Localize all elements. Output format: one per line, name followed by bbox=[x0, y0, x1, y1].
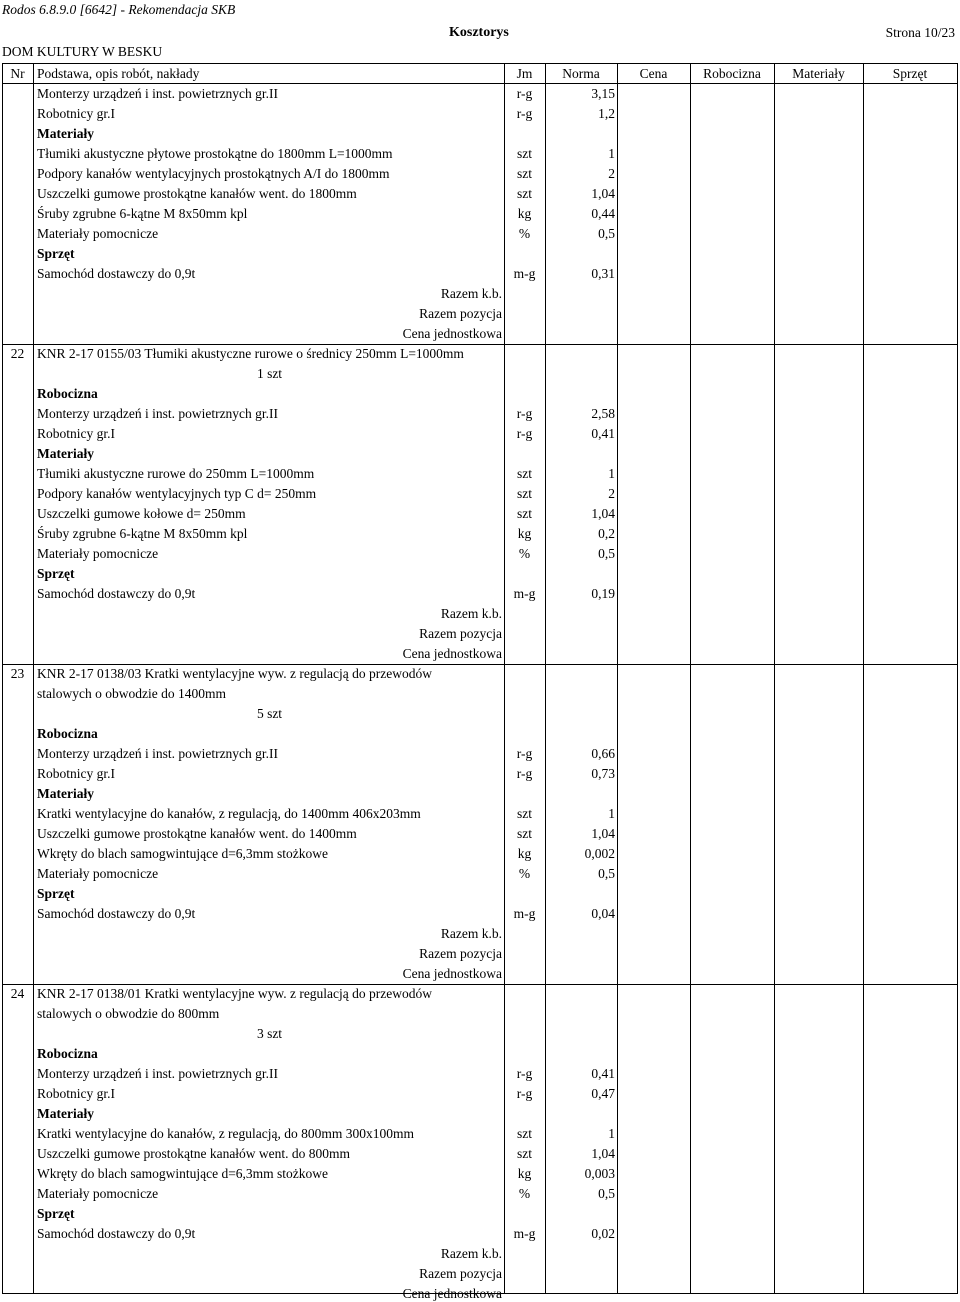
resource-unit: szt bbox=[517, 806, 532, 821]
resource-description: Wkręty do blach samogwintujące d=6,3mm stożkowe bbox=[37, 846, 329, 861]
resource-description: Samochód dostawczy do 0,9t bbox=[37, 1226, 196, 1241]
column-border bbox=[33, 63, 34, 1294]
resource-description: Robotnicy gr.I bbox=[37, 1086, 115, 1101]
column-header-materials: Materiały bbox=[792, 66, 845, 81]
resource-description: Kratki wentylacyjne do kanałów, z regulacją, do 800mm 300x100mm bbox=[37, 1126, 415, 1141]
resource-norm: 3,15 bbox=[591, 86, 615, 101]
resource-norm: 0,5 bbox=[598, 866, 615, 881]
resource-description: Uszczelki gumowe prostokątne kanałów went. do 1800mm bbox=[37, 186, 357, 201]
app-title: Rodos 6.8.9.0 [6642] - Rekomendacja SKB bbox=[2, 2, 236, 17]
resource-description: Robotnicy gr.I bbox=[37, 426, 115, 441]
resource-unit: % bbox=[518, 546, 531, 561]
summary-label: Cena jednostkowa bbox=[402, 646, 502, 661]
resource-norm: 0,47 bbox=[591, 1086, 615, 1101]
resource-norm: 1 bbox=[608, 1126, 615, 1141]
resource-description: Wkręty do blach samogwintujące d=6,3mm stożkowe bbox=[37, 1166, 329, 1181]
header-top-border bbox=[2, 63, 958, 64]
resource-description: Materiały pomocnicze bbox=[37, 546, 159, 561]
resource-unit: m-g bbox=[513, 1226, 536, 1241]
resource-description: Materiały pomocnicze bbox=[37, 866, 159, 881]
resource-description: Tłumiki akustyczne rurowe do 250mm L=1000mm bbox=[37, 466, 315, 481]
resource-group-heading: Sprzęt bbox=[37, 1206, 75, 1221]
resource-unit: szt bbox=[517, 506, 532, 521]
column-header-nr: Nr bbox=[10, 66, 25, 81]
summary-label: Razem k.b. bbox=[440, 1246, 502, 1261]
document-title: Kosztorys bbox=[449, 25, 509, 40]
organization-name: DOM KULTURY W BESKU bbox=[2, 44, 163, 59]
resource-group-heading: Sprzęt bbox=[37, 886, 75, 901]
resource-norm: 2 bbox=[608, 486, 615, 501]
column-border bbox=[617, 63, 618, 1294]
resource-group-heading: Sprzęt bbox=[37, 246, 75, 261]
resource-unit: r-g bbox=[516, 746, 533, 761]
resource-unit: kg bbox=[517, 526, 532, 541]
summary-label: Razem k.b. bbox=[440, 926, 502, 941]
resource-description: Samochód dostawczy do 0,9t bbox=[37, 906, 196, 921]
resource-norm: 1,04 bbox=[591, 506, 615, 521]
column-border bbox=[504, 63, 505, 1294]
resource-norm: 0,44 bbox=[591, 206, 615, 221]
resource-norm: 0,5 bbox=[598, 1186, 615, 1201]
resource-unit: % bbox=[518, 226, 531, 241]
resource-unit: r-g bbox=[516, 1086, 533, 1101]
resource-unit: szt bbox=[517, 166, 532, 181]
position-number: 23 bbox=[10, 666, 25, 681]
column-border bbox=[690, 63, 691, 1294]
resource-description: Uszczelki gumowe kołowe d= 250mm bbox=[37, 506, 246, 521]
resource-unit: r-g bbox=[516, 766, 533, 781]
resource-unit: szt bbox=[517, 1126, 532, 1141]
resource-description: Monterzy urządzeń i inst. powietrznych gr.II bbox=[37, 746, 279, 761]
resource-norm: 0,31 bbox=[591, 266, 615, 281]
resource-norm: 0,19 bbox=[591, 586, 615, 601]
column-header-unit: Jm bbox=[516, 66, 533, 81]
resource-norm: 1,2 bbox=[598, 106, 615, 121]
position-description: KNR 2-17 0138/03 Kratki wentylacyjne wyw. z regulacją do przewodów bbox=[37, 666, 433, 681]
summary-label: Razem pozycja bbox=[419, 946, 502, 961]
summary-label: Cena jednostkowa bbox=[402, 326, 502, 341]
resource-description: Uszczelki gumowe prostokątne kanałów went. do 1400mm bbox=[37, 826, 357, 841]
resource-description: Robotnicy gr.I bbox=[37, 106, 115, 121]
position-number: 22 bbox=[10, 346, 25, 361]
resource-norm: 1,04 bbox=[591, 1146, 615, 1161]
position-quantity: 3 szt bbox=[256, 1026, 283, 1041]
resource-unit: kg bbox=[517, 1166, 532, 1181]
position-description-continued: stalowych o obwodzie do 800mm bbox=[37, 1006, 220, 1021]
resource-description: Kratki wentylacyjne do kanałów, z regulacją, do 1400mm 406x203mm bbox=[37, 806, 421, 821]
resource-description: Uszczelki gumowe prostokątne kanałów went. do 800mm bbox=[37, 1146, 351, 1161]
resource-description: Materiały pomocnicze bbox=[37, 226, 159, 241]
resource-unit: r-g bbox=[516, 406, 533, 421]
resource-unit: szt bbox=[517, 826, 532, 841]
resource-unit: m-g bbox=[513, 266, 536, 281]
resource-description: Monterzy urządzeń i inst. powietrznych gr.II bbox=[37, 406, 279, 421]
resource-unit: m-g bbox=[513, 586, 536, 601]
resource-norm: 1 bbox=[608, 146, 615, 161]
position-separator bbox=[2, 664, 958, 665]
resource-description: Monterzy urządzeń i inst. powietrznych gr.II bbox=[37, 86, 279, 101]
resource-description: Materiały pomocnicze bbox=[37, 1186, 159, 1201]
resource-description: Podpory kanałów wentylacyjnych prostokątnych A/I do 1800mm bbox=[37, 166, 390, 181]
resource-group-heading: Materiały bbox=[37, 786, 94, 801]
resource-norm: 2 bbox=[608, 166, 615, 181]
resource-group-heading: Robocizna bbox=[37, 726, 98, 741]
position-description-continued: stalowych o obwodzie do 1400mm bbox=[37, 686, 226, 701]
resource-description: Śruby zgrubne 6-kątne M 8x50mm kpl bbox=[37, 206, 248, 221]
summary-label: Razem k.b. bbox=[440, 286, 502, 301]
column-border bbox=[774, 63, 775, 1294]
resource-description: Tłumiki akustyczne płytowe prostokątne do 1800mm L=1000mm bbox=[37, 146, 393, 161]
resource-description: Śruby zgrubne 6-kątne M 8x50mm kpl bbox=[37, 526, 248, 541]
summary-label: Cena jednostkowa bbox=[402, 1286, 502, 1301]
summary-label: Razem pozycja bbox=[419, 1266, 502, 1281]
position-quantity: 1 szt bbox=[256, 366, 283, 381]
position-quantity: 5 szt bbox=[256, 706, 283, 721]
position-separator bbox=[2, 344, 958, 345]
resource-unit: m-g bbox=[513, 906, 536, 921]
position-description: KNR 2-17 0138/01 Kratki wentylacyjne wyw. z regulacją do przewodów bbox=[37, 986, 433, 1001]
resource-norm: 0,5 bbox=[598, 226, 615, 241]
resource-description: Robotnicy gr.I bbox=[37, 766, 115, 781]
column-header-equipment: Sprzęt bbox=[892, 66, 928, 81]
resource-group-heading: Materiały bbox=[37, 446, 94, 461]
position-number: 24 bbox=[10, 986, 25, 1001]
resource-description: Samochód dostawczy do 0,9t bbox=[37, 266, 196, 281]
resource-unit: szt bbox=[517, 186, 532, 201]
resource-unit: szt bbox=[517, 466, 532, 481]
resource-group-heading: Sprzęt bbox=[37, 566, 75, 581]
resource-norm: 0,2 bbox=[598, 526, 615, 541]
summary-label: Razem k.b. bbox=[440, 606, 502, 621]
resource-norm: 0,5 bbox=[598, 546, 615, 561]
summary-label: Razem pozycja bbox=[419, 306, 502, 321]
column-border bbox=[545, 63, 546, 1294]
column-border bbox=[863, 63, 864, 1294]
resource-norm: 0,002 bbox=[584, 846, 615, 861]
summary-label: Cena jednostkowa bbox=[402, 966, 502, 981]
resource-norm: 1 bbox=[608, 466, 615, 481]
resource-unit: % bbox=[518, 866, 531, 881]
resource-unit: r-g bbox=[516, 106, 533, 121]
resource-group-heading: Materiały bbox=[37, 1106, 94, 1121]
column-border bbox=[957, 63, 958, 1294]
resource-unit: r-g bbox=[516, 86, 533, 101]
resource-unit: r-g bbox=[516, 426, 533, 441]
resource-norm: 0,04 bbox=[591, 906, 615, 921]
resource-description: Samochód dostawczy do 0,9t bbox=[37, 586, 196, 601]
column-header-price: Cena bbox=[639, 66, 668, 81]
column-header-norm: Norma bbox=[562, 66, 600, 81]
resource-norm: 2,58 bbox=[591, 406, 615, 421]
column-header-labor: Robocizna bbox=[703, 66, 761, 81]
resource-norm: 1,04 bbox=[591, 186, 615, 201]
position-separator bbox=[2, 984, 958, 985]
resource-norm: 0,66 bbox=[591, 746, 615, 761]
page-number: Strona 10/23 bbox=[885, 25, 955, 40]
resource-norm: 0,003 bbox=[584, 1166, 615, 1181]
resource-unit: kg bbox=[517, 206, 532, 221]
resource-norm: 0,41 bbox=[591, 426, 615, 441]
resource-unit: szt bbox=[517, 1146, 532, 1161]
resource-unit: % bbox=[518, 1186, 531, 1201]
resource-unit: szt bbox=[517, 146, 532, 161]
header-bottom-border bbox=[2, 83, 958, 84]
summary-label: Razem pozycja bbox=[419, 626, 502, 641]
resource-norm: 1,04 bbox=[591, 826, 615, 841]
resource-norm: 1 bbox=[608, 806, 615, 821]
resource-description: Podpory kanałów wentylacyjnych typ C d= 250mm bbox=[37, 486, 317, 501]
resource-group-heading: Materiały bbox=[37, 126, 94, 141]
resource-group-heading: Robocizna bbox=[37, 1046, 98, 1061]
resource-unit: kg bbox=[517, 846, 532, 861]
resource-description: Monterzy urządzeń i inst. powietrznych gr.II bbox=[37, 1066, 279, 1081]
resource-group-heading: Robocizna bbox=[37, 386, 98, 401]
column-header-description: Podstawa, opis robót, nakłady bbox=[37, 66, 200, 81]
position-description: KNR 2-17 0155/03 Tłumiki akustyczne rurowe o średnicy 250mm L=1000mm bbox=[37, 346, 464, 361]
resource-unit: r-g bbox=[516, 1066, 533, 1081]
resource-norm: 0,73 bbox=[591, 766, 615, 781]
resource-unit: szt bbox=[517, 486, 532, 501]
resource-norm: 0,02 bbox=[591, 1226, 615, 1241]
resource-norm: 0,41 bbox=[591, 1066, 615, 1081]
